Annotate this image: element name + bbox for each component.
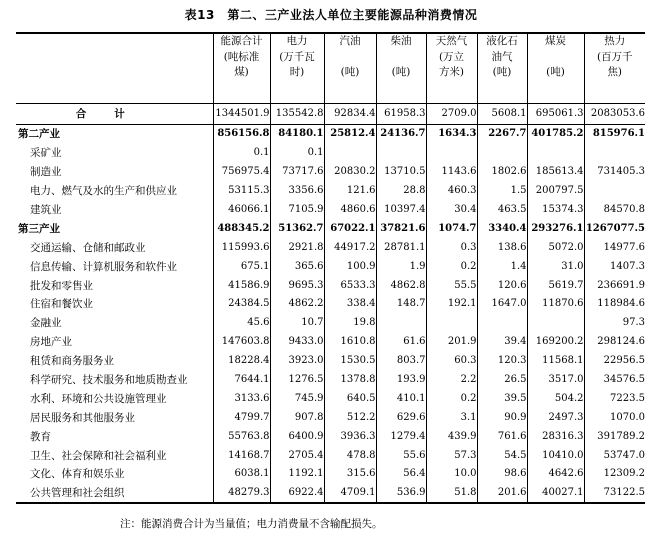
table-cell: 1647.0 — [477, 295, 527, 314]
table-cell: 401785.2 — [527, 124, 584, 143]
industry-row — [16, 200, 645, 219]
column-header — [477, 33, 527, 103]
industry-label: 建筑业 — [30, 204, 62, 216]
industry-row — [16, 181, 645, 200]
table-cell: 365.6 — [270, 257, 324, 276]
table-cell: 14977.6 — [584, 238, 645, 257]
table-cell: 512.2 — [324, 408, 376, 427]
table-cell: 7223.5 — [584, 389, 645, 408]
table-cell: 4862.8 — [376, 276, 426, 295]
industry-row — [16, 257, 645, 276]
industry-label: 信息传输、计算机服务和软件业 — [30, 260, 177, 273]
table-cell: 192.1 — [426, 295, 477, 314]
table-cell — [426, 143, 477, 162]
column-header-line: 液化石 — [486, 35, 518, 47]
table-cell: 31.0 — [527, 257, 584, 276]
table-cell: 28.8 — [376, 181, 426, 200]
total-row — [16, 103, 645, 124]
table-cell: 118984.6 — [584, 295, 645, 314]
industry-row — [16, 465, 645, 484]
industry-label: 水利、环境和公共设施管理业 — [30, 392, 167, 405]
table-cell: 0.1 — [270, 143, 324, 162]
table-cell: 51362.7 — [270, 219, 324, 238]
table-cell: 0.2 — [426, 389, 477, 408]
column-header-line: (吨) — [340, 66, 360, 78]
table-cell: 315.6 — [324, 465, 376, 484]
industry-row — [16, 427, 645, 446]
column-header — [213, 33, 270, 103]
column-header-line: (吨) — [546, 66, 565, 78]
table-cell: 675.1 — [213, 257, 270, 276]
table-cell: 745.9 — [270, 389, 324, 408]
table-cell: 24136.7 — [376, 124, 426, 143]
table-cell: 120.3 — [477, 351, 527, 370]
industry-label: 租赁和商务服务业 — [30, 355, 114, 368]
table-cell: 7105.9 — [270, 200, 324, 219]
table-cell: 138.6 — [477, 238, 527, 257]
table-cell — [527, 143, 584, 162]
table-cell: 39.5 — [477, 389, 527, 408]
table-cell: 115993.6 — [213, 238, 270, 257]
table-cell: 463.5 — [477, 200, 527, 219]
table-cell: 439.9 — [426, 427, 477, 446]
column-header — [584, 33, 645, 103]
table-cell: 4860.6 — [324, 200, 376, 219]
table-cell: 1610.8 — [324, 332, 376, 351]
column-header — [376, 33, 426, 103]
table-cell: 40027.1 — [527, 483, 584, 503]
table-cell: 0.3 — [426, 238, 477, 257]
table-cell — [376, 313, 426, 332]
table-cell: 55763.8 — [213, 427, 270, 446]
table-cell: 504.2 — [527, 389, 584, 408]
table-cell: 67022.1 — [324, 219, 376, 238]
table-cell: 4799.7 — [213, 408, 270, 427]
table-cell: 1.5 — [477, 181, 527, 200]
table-cell: 1.9 — [376, 257, 426, 276]
table-cell: 84180.1 — [270, 124, 324, 143]
table-cell: 61.6 — [376, 332, 426, 351]
table-cell: 201.6 — [477, 483, 527, 503]
table-cell: 1530.5 — [324, 351, 376, 370]
table-cell: 51.8 — [426, 483, 477, 503]
table-cell: 73122.5 — [584, 483, 645, 503]
table-cell: 41586.9 — [213, 276, 270, 295]
energy-consumption-table — [16, 32, 645, 504]
table-cell: 1634.3 — [426, 124, 477, 143]
table-cell — [584, 143, 645, 162]
table-cell: 48279.3 — [213, 483, 270, 503]
column-header-line — [325, 50, 376, 66]
table-cell: 0.2 — [426, 257, 477, 276]
footnote: 注：能源消费合计为当量值；电力消费量不含输配损失。 — [120, 518, 383, 530]
table-cell: 45.6 — [213, 313, 270, 332]
table-cell: 9695.3 — [270, 276, 324, 295]
table-cell: 11870.6 — [527, 295, 584, 314]
table-cell — [376, 143, 426, 162]
table-cell: 3.1 — [426, 408, 477, 427]
table-cell: 20830.2 — [324, 162, 376, 181]
table-cell: 15374.3 — [527, 200, 584, 219]
table-cell: 391789.2 — [584, 427, 645, 446]
table-cell: 201.9 — [426, 332, 477, 351]
table-cell — [477, 143, 527, 162]
table-cell: 756975.4 — [213, 162, 270, 181]
table-cell: 3517.0 — [527, 370, 584, 389]
table-cell: 39.4 — [477, 332, 527, 351]
table-cell — [477, 313, 527, 332]
industry-row — [16, 446, 645, 465]
table-cell: 53115.3 — [213, 181, 270, 200]
industry-row — [16, 238, 645, 257]
table-cell: 121.6 — [324, 181, 376, 200]
table-cell: 26.5 — [477, 370, 527, 389]
column-header — [270, 33, 324, 103]
table-cell: 536.9 — [376, 483, 426, 503]
table-cell: 4709.1 — [324, 483, 376, 503]
table-cell: 629.6 — [376, 408, 426, 427]
total-label: 合计 — [16, 103, 213, 124]
table-cell: 24384.5 — [213, 295, 270, 314]
table-cell: 1.4 — [477, 257, 527, 276]
table-cell: 3356.6 — [270, 181, 324, 200]
table-cell: 73717.6 — [270, 162, 324, 181]
industry-row — [16, 389, 645, 408]
table-cell: 4642.6 — [527, 465, 584, 484]
table-cell: 488345.2 — [213, 219, 270, 238]
table-cell: 640.5 — [324, 389, 376, 408]
table-cell — [527, 313, 584, 332]
table-cell: 53747.0 — [584, 446, 645, 465]
column-header-line: 方米) — [438, 66, 465, 78]
total-value: 695061.3 — [527, 103, 584, 124]
table-cell: 1192.1 — [270, 465, 324, 484]
table-cell: 25812.4 — [324, 124, 376, 143]
table-cell: 0.1 — [213, 143, 270, 162]
table-cell: 1074.7 — [426, 219, 477, 238]
table-cell: 193.9 — [376, 370, 426, 389]
column-header-line: (万千瓦 — [279, 50, 315, 63]
sector-row — [16, 219, 645, 238]
industry-row — [16, 370, 645, 389]
table-cell: 1407.3 — [584, 257, 645, 276]
column-header-line: 焦) — [607, 66, 623, 78]
table-cell: 9433.0 — [270, 332, 324, 351]
table-cell: 2497.3 — [527, 408, 584, 427]
header-corner — [16, 33, 213, 103]
industry-row — [16, 332, 645, 351]
total-value: 5608.1 — [477, 103, 527, 124]
column-header-line — [377, 50, 426, 66]
table-cell: 98.6 — [477, 465, 527, 484]
table-cell: 1279.4 — [376, 427, 426, 446]
table-cell: 10.0 — [426, 465, 477, 484]
table-cell: 856156.8 — [213, 124, 270, 143]
industry-label: 采矿业 — [30, 147, 62, 160]
industry-row — [16, 276, 645, 295]
column-header-line — [528, 50, 584, 66]
table-cell: 60.3 — [426, 351, 477, 370]
table-cell: 28781.1 — [376, 238, 426, 257]
table-cell: 7644.1 — [213, 370, 270, 389]
table-cell: 293276.1 — [527, 219, 584, 238]
industry-label: 科学研究、技术服务和地质勘查业 — [30, 374, 188, 387]
table-cell: 4862.2 — [270, 295, 324, 314]
column-header — [426, 33, 477, 103]
table-cell: 54.5 — [477, 446, 527, 465]
table-cell: 3133.6 — [213, 389, 270, 408]
table-cell: 731405.3 — [584, 162, 645, 181]
table-cell: 1378.8 — [324, 370, 376, 389]
industry-row — [16, 313, 645, 332]
table-cell: 90.9 — [477, 408, 527, 427]
table-cell: 19.8 — [324, 313, 376, 332]
table-cell: 338.4 — [324, 295, 376, 314]
table-cell: 2.2 — [426, 370, 477, 389]
column-header-line: (百万千 — [596, 50, 633, 63]
table-cell: 2705.4 — [270, 446, 324, 465]
industry-label: 电力、燃气及水的生产和供应业 — [30, 185, 177, 198]
table-cell: 1802.6 — [477, 162, 527, 181]
total-value: 92834.4 — [324, 103, 376, 124]
table-cell: 169200.2 — [527, 332, 584, 351]
table-cell: 18228.4 — [213, 351, 270, 370]
table-cell: 3923.0 — [270, 351, 324, 370]
industry-row — [16, 295, 645, 314]
column-header-line: 煤) — [234, 66, 249, 78]
table-cell: 46066.1 — [213, 200, 270, 219]
industry-label: 文化、体育和娱乐业 — [30, 468, 125, 481]
table-cell: 200797.5 — [527, 181, 584, 200]
table-cell: 97.3 — [584, 313, 645, 332]
column-header-line: (吨) — [492, 66, 512, 78]
column-header-line: 能源合计 — [220, 35, 263, 47]
table-cell: 815976.1 — [584, 124, 645, 143]
total-value: 1344501.9 — [213, 103, 270, 124]
table-cell: 37821.6 — [376, 219, 426, 238]
column-header-line: (万立 — [438, 50, 465, 63]
table-cell: 1070.0 — [584, 408, 645, 427]
total-value: 2083053.6 — [584, 103, 645, 124]
table-cell: 148.7 — [376, 295, 426, 314]
column-header-line: 电力 — [286, 35, 308, 47]
industry-label: 制造业 — [30, 166, 62, 179]
industry-row — [16, 483, 645, 503]
table-cell: 2267.7 — [477, 124, 527, 143]
column-header-line: 煤炭 — [545, 35, 566, 47]
table-cell: 1143.6 — [426, 162, 477, 181]
table-cell: 120.6 — [477, 276, 527, 295]
industry-label: 教育 — [30, 430, 51, 443]
table-cell: 185613.4 — [527, 162, 584, 181]
table-cell: 6400.9 — [270, 427, 324, 446]
table-cell: 11568.1 — [527, 351, 584, 370]
table-cell: 298124.6 — [584, 332, 645, 351]
table-cell: 10.7 — [270, 313, 324, 332]
table-cell: 3936.3 — [324, 427, 376, 446]
table-cell — [426, 313, 477, 332]
industry-label: 住宿和餐饮业 — [30, 298, 93, 311]
table-cell — [324, 143, 376, 162]
table-cell: 10397.4 — [376, 200, 426, 219]
industry-label: 房地产业 — [30, 336, 72, 349]
industry-label: 金融业 — [30, 317, 62, 330]
industry-label: 批发和零售业 — [30, 279, 93, 292]
table-cell: 12309.2 — [584, 465, 645, 484]
industry-row — [16, 351, 645, 370]
table-cell: 410.1 — [376, 389, 426, 408]
industry-label: 交通运输、仓储和邮政业 — [30, 241, 146, 254]
table-cell: 34576.5 — [584, 370, 645, 389]
table-title: 表13 第二、三产业法人单位主要能源品种消费情况 — [184, 8, 478, 22]
column-header-line: 时) — [289, 66, 305, 78]
column-header-line: (吨) — [391, 66, 411, 78]
table-cell: 1267077.5 — [584, 219, 645, 238]
industry-row — [16, 162, 645, 181]
industry-row — [16, 408, 645, 427]
table-cell: 478.8 — [324, 446, 376, 465]
total-value: 61958.3 — [376, 103, 426, 124]
table-cell: 6533.3 — [324, 276, 376, 295]
table-cell: 30.4 — [426, 200, 477, 219]
table-cell: 100.9 — [324, 257, 376, 276]
table-cell: 761.6 — [477, 427, 527, 446]
table-cell: 1276.5 — [270, 370, 324, 389]
table-cell: 3340.4 — [477, 219, 527, 238]
table-cell: 14168.7 — [213, 446, 270, 465]
column-header-line: 柴油 — [390, 35, 412, 47]
total-value: 2709.0 — [426, 103, 477, 124]
industry-label: 居民服务和其他服务业 — [30, 411, 135, 424]
table-cell: 147603.8 — [213, 332, 270, 351]
table-cell: 6922.4 — [270, 483, 324, 503]
sector-row — [16, 124, 645, 143]
table-cell: 460.3 — [426, 181, 477, 200]
table-cell: 56.4 — [376, 465, 426, 484]
industry-label: 卫生、社会保障和社会福利业 — [30, 449, 167, 462]
table-cell: 44917.2 — [324, 238, 376, 257]
table-cell: 13710.5 — [376, 162, 426, 181]
industry-label: 公共管理和社会组织 — [30, 487, 125, 500]
column-header-line: 油气 — [491, 50, 513, 63]
table-cell — [584, 181, 645, 200]
table-cell: 57.3 — [426, 446, 477, 465]
industry-row — [16, 143, 645, 162]
table-cell: 22956.5 — [584, 351, 645, 370]
sector-label: 第三产业 — [18, 222, 60, 235]
table-cell: 907.8 — [270, 408, 324, 427]
column-header — [324, 33, 376, 103]
table-cell: 803.7 — [376, 351, 426, 370]
table-cell: 84570.8 — [584, 200, 645, 219]
column-header — [527, 33, 584, 103]
total-value: 135542.8 — [270, 103, 324, 124]
table-cell: 55.6 — [376, 446, 426, 465]
table-cell: 55.5 — [426, 276, 477, 295]
table-cell: 10410.0 — [527, 446, 584, 465]
header-row — [16, 33, 645, 103]
sector-label: 第二产业 — [18, 128, 60, 141]
column-header-line: 天然气 — [435, 35, 468, 47]
table-cell: 6038.1 — [213, 465, 270, 484]
table-cell: 28316.3 — [527, 427, 584, 446]
table-cell: 5619.7 — [527, 276, 584, 295]
column-header-line: (吨标准 — [223, 50, 260, 63]
table-cell: 5072.0 — [527, 238, 584, 257]
column-header-line: 汽油 — [339, 35, 361, 47]
table-cell: 2921.8 — [270, 238, 324, 257]
column-header-line: 热力 — [604, 35, 626, 47]
table-cell: 236691.9 — [584, 276, 645, 295]
